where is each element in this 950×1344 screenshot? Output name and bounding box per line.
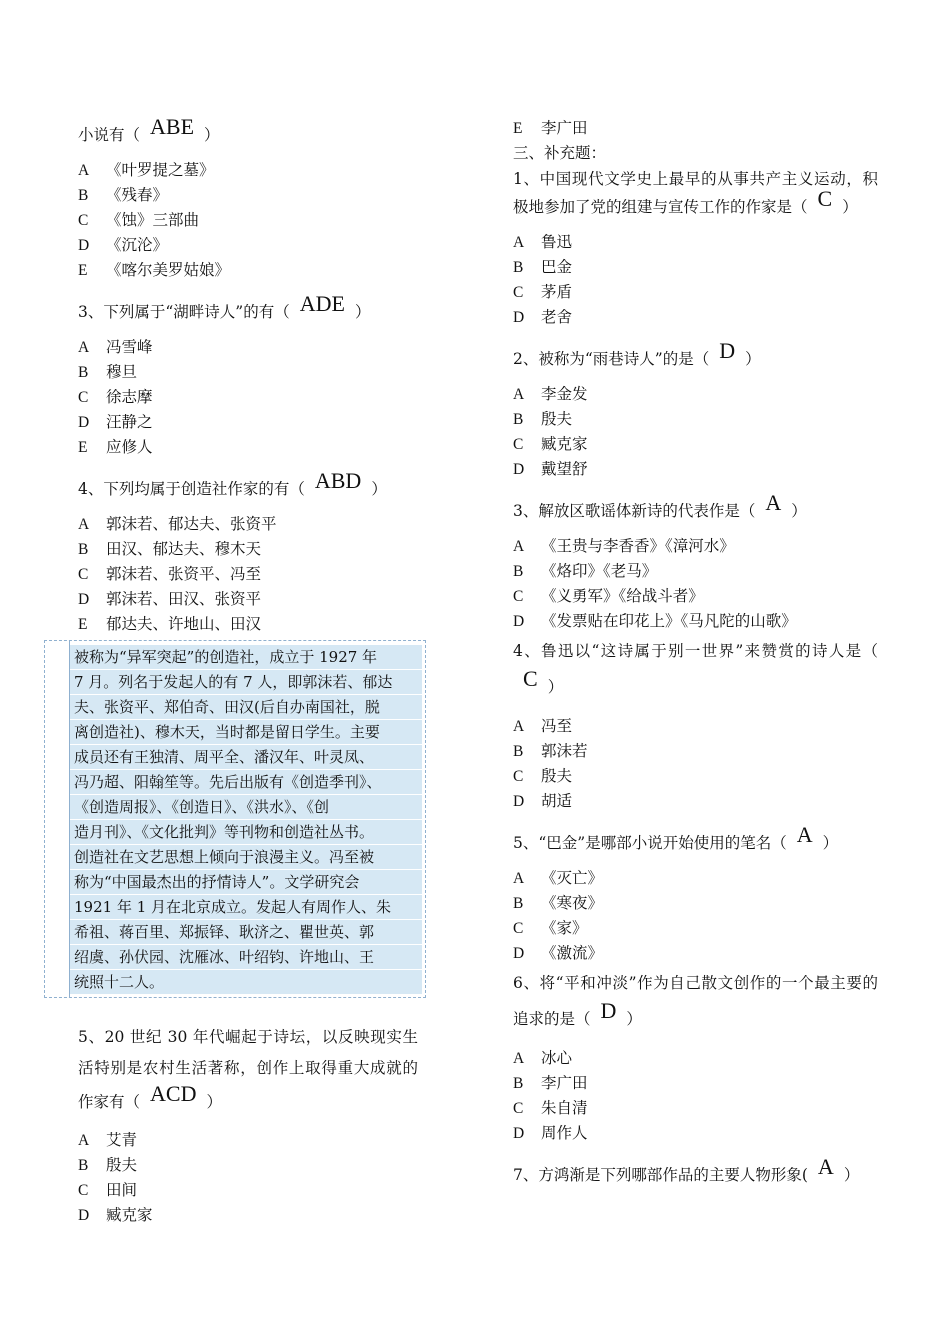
note-line: 离创造社)、穆木天，当时都是留日学生。主要 [70, 720, 422, 744]
supplement-question-5: 5、“巴金”是哪部小说开始使用的笔名（ A ） [513, 822, 839, 852]
section-title: 三、补充题： [513, 144, 607, 162]
option-letter: B [513, 743, 524, 760]
note-line: 7 月。列名于发起人的有 7 人，即郭沫若、郁达 [70, 670, 422, 694]
option-d [513, 789, 878, 814]
question-5: 5、20 世纪 30 年代崛起于诗坛，以反映现实生活特别是农村生活著称，创作上取得重大成就的作家有（ ACD ） [78, 1028, 418, 1111]
option-d [78, 1203, 418, 1228]
supplement-question-6: 6、将“平和冲淡”作为自己散文创作的一个最主要的追求的是（ D ） [513, 974, 878, 1028]
option-a [78, 512, 428, 537]
question-4: 4、下列均属于创造社作家的有（ ABD ） [78, 468, 387, 498]
option-text: 《义勇军》《给战斗者》 [541, 587, 704, 605]
option-letter: B [513, 1075, 524, 1092]
supplement-question-3: 3、解放区歌谣体新诗的代表作是（ A ） [513, 490, 807, 520]
option-b [513, 739, 878, 764]
option-text: 郁达夫、许地山、田汉 [106, 615, 262, 633]
option-text: 《蚀》三部曲 [106, 211, 200, 229]
option-text: 汪静之 [106, 413, 153, 431]
note-line: 1921 年 1 月在北京成立。发起人有周作人、朱 [70, 895, 422, 919]
option-text: 茅盾 [541, 283, 573, 301]
option-text: 《灭亡》 [541, 869, 604, 887]
option-letter: D [78, 237, 90, 254]
option-letter: C [513, 436, 524, 453]
option-c [513, 1096, 878, 1121]
option-letter: C [78, 389, 89, 406]
option-letter: C [513, 920, 524, 937]
option-text: 胡适 [541, 792, 573, 810]
option-b [513, 559, 878, 584]
option-b [513, 891, 878, 916]
option-letter: C [78, 1182, 89, 1199]
option-text: 艾青 [106, 1131, 138, 1149]
question-3: 3、下列属于“湖畔诗人”的有（ ADE ） [78, 291, 371, 321]
option-letter: C [513, 1100, 524, 1117]
option-d [513, 457, 878, 482]
supplement-question-7: 7、方鸿渐是下列哪部作品的主要人物形象( A ） [513, 1154, 860, 1184]
option-letter: D [513, 613, 525, 630]
option-a [513, 866, 878, 891]
answer-q2: ABE [150, 114, 195, 139]
option-letter: E [78, 439, 88, 456]
annotation-note-box [44, 640, 426, 998]
option-letter: C [513, 768, 524, 785]
option-text: 殷夫 [541, 410, 573, 428]
option-letter: A [78, 516, 90, 533]
option-text: 郭沫若、田汉、张资平 [106, 590, 262, 608]
option-text: 朱自清 [541, 1099, 588, 1117]
previous-option: E 李广田 [513, 119, 588, 137]
option-text: 《发票贴在印花上》《马凡陀的山歌》 [541, 612, 797, 630]
option-letter: D [78, 1207, 90, 1224]
note-line: 冯乃超、阳翰笙等。先后出版有《创造季刊》、 [70, 770, 422, 794]
option-text: 《残春》 [106, 186, 169, 204]
option-c [78, 385, 428, 410]
note-line: 夫、张资平、郑伯奇、田汉(后自办南国社，脱 [70, 695, 422, 719]
question-2-tail: 小说有（ ABE ） [78, 114, 220, 144]
option-text: 冰心 [541, 1049, 573, 1067]
note-line: 被称为“异军突起”的创造社，成立于 1927 年 [70, 645, 422, 669]
option-a [513, 1046, 878, 1071]
option-c [78, 208, 428, 233]
answer-s3: A [765, 490, 782, 515]
option-b [78, 360, 428, 385]
option-letter: D [513, 1125, 525, 1142]
answer-s2: D [719, 338, 736, 363]
option-text: 戴望舒 [541, 460, 588, 478]
option-text: 《叶罗提之墓》 [106, 161, 215, 179]
option-text: 穆旦 [106, 363, 138, 381]
option-b [78, 1153, 418, 1178]
option-letter: B [78, 187, 89, 204]
option-text: 应修人 [106, 438, 153, 456]
option-letter: B [78, 1157, 89, 1174]
option-d [513, 941, 878, 966]
answer-s7: A [817, 1154, 834, 1179]
option-letter: D [513, 309, 525, 326]
option-text: 郭沫若、郁达夫、张资平 [106, 515, 277, 533]
note-line: 绍虞、孙伏园、沈雁冰、叶绍钧、许地山、王 [70, 945, 422, 969]
option-a [78, 158, 428, 183]
option-c [78, 1178, 418, 1203]
option-text: 冯雪峰 [106, 338, 153, 356]
option-letter: A [513, 234, 525, 251]
s6-options [513, 1046, 878, 1146]
option-letter: D [513, 945, 525, 962]
option-b [78, 537, 428, 562]
option-b [513, 255, 878, 280]
option-letter: A [78, 1132, 90, 1149]
option-b [78, 183, 428, 208]
answer-q5: ACD [150, 1081, 197, 1106]
answer-q3: ADE [299, 291, 345, 316]
note-line: 《创造周报》、《创造日》、《洪水》、《创 [70, 795, 422, 819]
option-letter: A [513, 538, 525, 555]
option-text: 田间 [106, 1181, 138, 1199]
option-letter: B [513, 563, 524, 580]
option-d [513, 609, 878, 634]
option-letter: A [513, 870, 525, 887]
note-line: 希祖、蒋百里、郑振铎、耿济之、瞿世英、郭 [70, 920, 422, 944]
option-d [513, 1121, 878, 1146]
note-line: 成员还有王独清、周平全、潘汉年、叶灵凤、 [70, 745, 422, 769]
answer-s6: D [600, 998, 617, 1023]
answer-s4: C [523, 666, 538, 691]
option-text: 《王贵与李香香》《漳河水》 [541, 537, 735, 555]
option-letter: D [78, 414, 90, 431]
option-text: 《沉沦》 [106, 236, 169, 254]
s4-options [513, 714, 878, 814]
note-line: 造月刊》、《文化批判》等刊物和创造社丛书。 [70, 820, 422, 844]
option-letter: A [513, 1050, 525, 1067]
option-letter: D [513, 461, 525, 478]
option-text: 《家》 [541, 919, 588, 937]
option-letter: C [513, 284, 524, 301]
option-text: 《寒夜》 [541, 894, 604, 912]
option-text: 臧克家 [106, 1206, 153, 1224]
note-line: 称为“中国最杰出的抒情诗人”。文学研究会 [70, 870, 422, 894]
option-text: 徐志摩 [106, 388, 153, 406]
option-e [78, 612, 428, 637]
option-letter: C [78, 212, 89, 229]
option-text: 《激流》 [541, 944, 604, 962]
answer-q4: ABD [314, 468, 362, 493]
option-a [513, 230, 878, 255]
option-letter: C [78, 566, 89, 583]
note-lines [70, 645, 422, 995]
option-a [78, 1128, 418, 1153]
option-letter: D [513, 793, 525, 810]
s5-options [513, 866, 878, 966]
option-a [513, 534, 878, 559]
option-letter: A [78, 162, 90, 179]
option-text: 郭沫若、张资平、冯至 [106, 565, 262, 583]
option-text: 郭沫若 [541, 742, 588, 760]
option-d [78, 410, 428, 435]
option-text: 周作人 [541, 1124, 588, 1142]
option-c [78, 562, 428, 587]
option-text: 冯至 [541, 717, 573, 735]
supplement-question-1: 1、中国现代文学史上最早的从事共产主义运动，积极地参加了党的组建与宣传工作的作家是（ C ） [513, 170, 878, 216]
option-d [78, 233, 428, 258]
q4-options [78, 512, 428, 637]
q2-options [78, 158, 428, 283]
option-b [513, 1071, 878, 1096]
option-letter: B [513, 411, 524, 428]
supplement-question-2: 2、被称为“雨巷诗人”的是（ D ） [513, 338, 761, 368]
s1-options [513, 230, 878, 330]
option-text: 巴金 [541, 258, 573, 276]
s2-options [513, 382, 878, 482]
option-e [78, 258, 428, 283]
option-letter: A [78, 339, 90, 356]
option-letter: E [78, 262, 88, 279]
option-letter: A [513, 718, 525, 735]
option-d [513, 305, 878, 330]
option-a [78, 335, 428, 360]
option-c [513, 764, 878, 789]
option-c [513, 584, 878, 609]
option-text: 《喀尔美罗姑娘》 [106, 261, 231, 279]
option-d [78, 587, 428, 612]
option-letter: A [513, 386, 525, 403]
option-b [513, 407, 878, 432]
option-text: 《烙印》《老马》 [541, 562, 658, 580]
option-c [513, 916, 878, 941]
note-line: 创造社在文艺思想上倾向于浪漫主义。冯至被 [70, 845, 422, 869]
option-c [513, 280, 878, 305]
q3-options [78, 335, 428, 460]
supplement-question-4: 4、鲁迅以“这诗属于别一世界”来赞赏的诗人是（C ） [513, 642, 878, 696]
option-text: 殷夫 [106, 1156, 138, 1174]
left-column [78, 114, 428, 637]
option-letter: E [78, 616, 88, 633]
note-line: 统照十二人。 [70, 970, 422, 994]
option-e [78, 435, 428, 460]
answer-s5: A [796, 822, 813, 847]
option-letter: D [78, 591, 90, 608]
option-a [513, 382, 878, 407]
option-text: 李金发 [541, 385, 588, 403]
option-text: 李广田 [541, 1074, 588, 1092]
right-column [513, 116, 878, 1188]
option-c [513, 432, 878, 457]
left-column-lower [78, 1022, 418, 1228]
option-a [513, 714, 878, 739]
option-text: 臧克家 [541, 435, 588, 453]
option-letter: C [513, 588, 524, 605]
option-letter: B [78, 541, 89, 558]
option-text: 老舍 [541, 308, 573, 326]
option-letter: B [513, 895, 524, 912]
option-letter: B [513, 259, 524, 276]
option-text: 田汉、郁达夫、穆木天 [106, 540, 262, 558]
option-text: 鲁迅 [541, 233, 573, 251]
option-letter: B [78, 364, 89, 381]
s3-options [513, 534, 878, 634]
q5-options [78, 1128, 418, 1228]
option-text: 殷夫 [541, 767, 573, 785]
answer-s1: C [817, 186, 833, 211]
